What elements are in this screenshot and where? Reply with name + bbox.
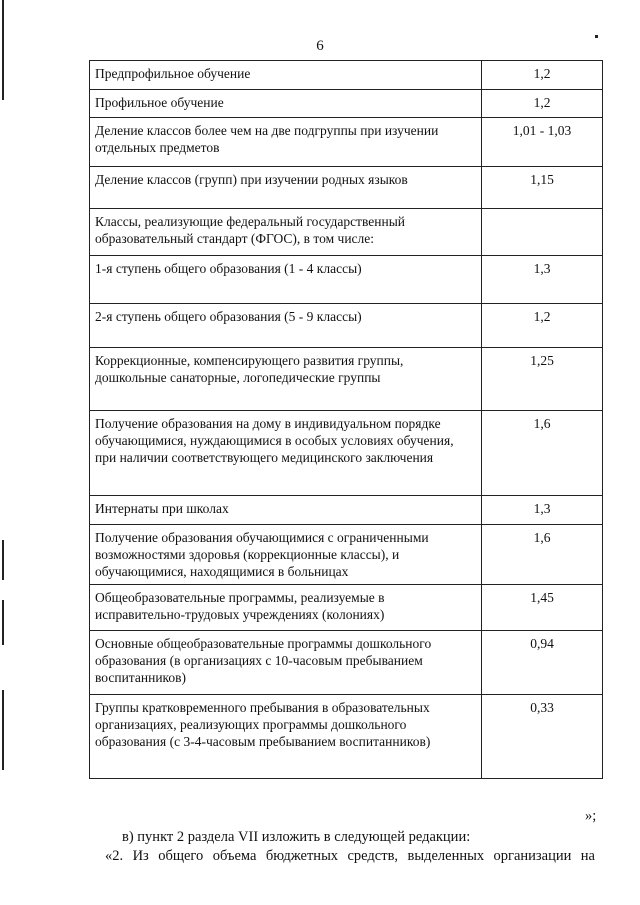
row-label: Деление классов более чем на две подгруппы при изучении отдельных предметов <box>90 118 482 167</box>
row-value: 1,25 <box>482 348 603 411</box>
row-value: 1,3 <box>482 256 603 304</box>
table-row <box>90 348 603 411</box>
scan-artifact-left-bar <box>2 0 4 100</box>
table-row <box>90 256 603 304</box>
table-row <box>90 695 603 779</box>
scan-artifact-dot <box>595 35 598 38</box>
table-row <box>90 411 603 496</box>
scan-artifact-left-bar <box>2 540 4 580</box>
row-value: 0,33 <box>482 695 603 779</box>
row-label: Общеобразовательные программы, реализуемые в исправительно-трудовых учреждениях (колониях) <box>90 585 482 631</box>
row-label: Интернаты при школах <box>90 496 482 525</box>
closing-quote-mark: »; <box>585 808 597 824</box>
row-label: Получение образования обучающимися с ограниченными возможностями здоровья (коррекционные классы), и обучающимися, находящимися в больницах <box>90 525 482 585</box>
row-value: 1,45 <box>482 585 603 631</box>
row-value: 1,6 <box>482 525 603 585</box>
row-label: Коррекционные, компенсирующего развития группы, дошкольные санаторные, логопедические группы <box>90 348 482 411</box>
row-value: 1,15 <box>482 167 603 209</box>
row-label: Деление классов (групп) при изучении родных языков <box>90 167 482 209</box>
row-value: 1,01 - 1,03 <box>482 118 603 167</box>
row-value: 0,94 <box>482 631 603 695</box>
amendment-intro: в) пункт 2 раздела VII изложить в следующей редакции: <box>122 829 471 845</box>
page-number: 6 <box>316 38 324 54</box>
row-value <box>482 209 603 256</box>
row-label: Предпрофильное обучение <box>90 61 482 90</box>
row-value: 1,6 <box>482 411 603 496</box>
table-row <box>90 304 603 348</box>
table-row <box>90 61 603 90</box>
table-row <box>90 631 603 695</box>
table-row <box>90 525 603 585</box>
row-label: Классы, реализующие федеральный государственный образовательный стандарт (ФГОС), в том числе: <box>90 209 482 256</box>
table-row <box>90 496 603 525</box>
row-label: Группы кратковременного пребывания в образовательных организациях, реализующих программы дошкольного образования (с 3-4-часовым пребыванием воспитанников) <box>90 695 482 779</box>
scan-artifact-left-bar <box>2 600 4 645</box>
row-value: 1,3 <box>482 496 603 525</box>
table-row <box>90 209 603 256</box>
table-row <box>90 90 603 118</box>
row-label: 1-я ступень общего образования (1 - 4 классы) <box>90 256 482 304</box>
row-label: Основные общеобразовательные программы дошкольного образования (в организациях с 10-часовым пребыванием воспитанников) <box>90 631 482 695</box>
row-label: Профильное обучение <box>90 90 482 118</box>
coefficient-table <box>89 60 603 779</box>
table-row <box>90 118 603 167</box>
row-label: Получение образования на дому в индивидуальном порядке обучающимися, нуждающимися в особых условиях обучения, при наличии соответствующего медицинского заключения <box>90 411 482 496</box>
row-label: 2-я ступень общего образования (5 - 9 классы) <box>90 304 482 348</box>
row-value: 1,2 <box>482 304 603 348</box>
row-value: 1,2 <box>482 90 603 118</box>
table-row <box>90 585 603 631</box>
table-row <box>90 167 603 209</box>
row-value: 1,2 <box>482 61 603 90</box>
amendment-text: «2. Из общего объема бюджетных средств, выделенных организации на <box>105 848 595 864</box>
scan-artifact-left-bar <box>2 690 4 770</box>
